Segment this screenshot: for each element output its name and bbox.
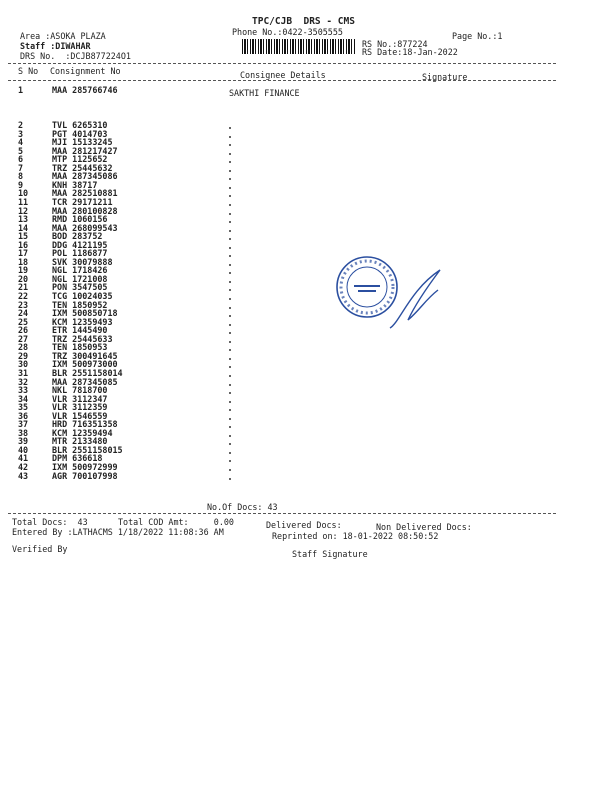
row-sno: 12 — [18, 205, 29, 216]
row-consignment-no: TCG 10024035 — [52, 291, 113, 301]
row-sno: 30 — [18, 359, 29, 370]
col-sno: S No — [18, 66, 39, 76]
row-sno: 1 — [18, 85, 24, 95]
row-sno: 25 — [18, 316, 29, 327]
non-delivered-docs: Non Delivered Docs: — [376, 522, 472, 532]
row-consignee-marker — [229, 213, 231, 215]
row-consignee-marker — [229, 418, 231, 420]
row-sno: 20 — [18, 273, 29, 284]
row-consignee-marker — [229, 187, 231, 189]
row-consignment-no: TRZ 25445633 — [52, 333, 113, 344]
row-consignee-marker — [229, 324, 231, 326]
row-sno: 13 — [18, 214, 29, 225]
row-consignee-marker — [229, 255, 231, 257]
row-sno: 9 — [18, 179, 24, 190]
row-consignment-no: BOD 283752 — [52, 231, 103, 242]
row-consignment-no: POL 1186877 — [52, 248, 108, 259]
phone-number: Phone No.:0422-3505555 — [232, 27, 343, 37]
page-number: Page No.:1 — [452, 31, 503, 41]
drs-number: DRS No. :DCJB877224O1 — [20, 51, 131, 61]
row-consignee-marker — [229, 443, 231, 445]
row-consignment-no: PON 3547505 — [52, 282, 108, 293]
area-label: Area :ASOKA PLAZA — [20, 31, 106, 41]
row-consignment-no: MAA 287345085 — [52, 376, 118, 387]
row-consignee-marker — [229, 366, 231, 368]
row-sno: 5 — [18, 145, 24, 156]
row-sno: 16 — [18, 239, 29, 250]
row-consignee-marker — [229, 170, 231, 172]
row-consignment-no: KNH 38717 — [52, 179, 98, 190]
col-signature: Signature — [422, 72, 468, 82]
row-sno: 36 — [18, 410, 29, 421]
row-consignment-no: HRD 716351358 — [52, 419, 118, 430]
row-consignee-marker — [229, 349, 231, 351]
row-consignee-marker — [229, 315, 231, 317]
row-consignee-marker — [229, 153, 231, 155]
row-sno: 37 — [18, 419, 29, 430]
row-sno: 8 — [18, 171, 24, 182]
row-sno: 4 — [18, 137, 24, 148]
columns-divider — [8, 80, 556, 81]
row-consignment-no: TVL 6265310 — [52, 120, 108, 130]
row-consignee-marker — [229, 178, 231, 180]
col-consignment: Consignment No — [50, 66, 121, 76]
row-consignee-marker — [229, 195, 231, 197]
row-consignee-marker — [229, 409, 231, 411]
row-consignee-marker — [229, 358, 231, 360]
row-consignee-marker — [229, 204, 231, 206]
row-sno: 10 — [18, 188, 29, 199]
row-consignee-marker — [229, 238, 231, 240]
row-consignee-marker — [229, 298, 231, 300]
delivery-stamp-icon — [330, 250, 470, 340]
row-sno: 26 — [18, 325, 29, 336]
row-sno: 42 — [18, 462, 29, 472]
row-consignee-marker — [229, 272, 231, 274]
row-consignment-no: KCM 12359493 — [52, 316, 113, 327]
row-sno: 23 — [18, 299, 29, 310]
row-consignment-no: TEN 1850952 — [52, 299, 108, 310]
row-consignment-no: DDG 4121195 — [52, 239, 108, 250]
row-consignee-marker — [229, 161, 231, 163]
row-consignee-details: SAKTHI FINANCE — [229, 88, 300, 98]
row-consignment-no: MAA 285766746 — [52, 85, 118, 95]
row-sno: 43 — [18, 470, 29, 481]
row-consignment-no: NGL 1721008 — [52, 273, 108, 284]
row-sno: 27 — [18, 333, 29, 344]
row-consignment-no: MAA 282510881 — [52, 188, 118, 199]
row-consignee-marker — [229, 144, 231, 146]
row-sno: 14 — [18, 222, 29, 233]
row-consignee-marker — [229, 452, 231, 454]
row-consignee-marker — [229, 426, 231, 428]
rs-number: RS No.:877224 — [362, 39, 428, 49]
row-consignee-marker — [229, 289, 231, 291]
footer-divider — [8, 513, 556, 514]
row-sno: 40 — [18, 444, 29, 455]
row-consignment-no: DPM 636618 — [52, 453, 103, 464]
row-consignment-no: IXM 500973000 — [52, 359, 118, 370]
row-consignee-marker — [229, 460, 231, 462]
row-consignee-marker — [229, 264, 231, 266]
row-sno: 21 — [18, 282, 29, 293]
row-consignment-no: MTR 2133480 — [52, 436, 108, 447]
row-consignee-marker — [229, 127, 231, 129]
row-consignee-marker — [229, 332, 231, 334]
row-sno: 17 — [18, 248, 29, 259]
row-consignee-marker — [229, 221, 231, 223]
row-consignment-no: IXM 500972999 — [52, 462, 118, 472]
total-docs: Total Docs: 43 — [12, 517, 88, 527]
row-consignee-marker — [229, 247, 231, 249]
row-consignment-no: MAA 268099543 — [52, 222, 118, 233]
row-consignment-no: TRZ 300491645 — [52, 350, 118, 361]
row-consignment-no: KCM 12359494 — [52, 427, 113, 438]
row-consignment-no: BLR 2551158015 — [52, 444, 123, 455]
verified-by: Verified By — [12, 544, 68, 554]
row-consignee-marker — [229, 375, 231, 377]
col-consignee: Consignee Details — [240, 70, 326, 80]
row-sno: 32 — [18, 376, 29, 387]
row-sno: 35 — [18, 402, 29, 413]
row-sno: 31 — [18, 367, 29, 378]
reprinted-on: Reprinted on: 18-01-2022 08:50:52 — [272, 531, 439, 541]
delivered-docs: Delivered Docs: — [266, 520, 342, 530]
row-consignment-no: NGL 1718426 — [52, 265, 108, 276]
row-sno: 6 — [18, 154, 24, 165]
row-consignee-marker — [229, 230, 231, 232]
row-consignment-no: MAA 280100828 — [52, 205, 118, 216]
row-consignment-no: MAA 281217427 — [52, 145, 118, 156]
row-consignee-marker — [229, 392, 231, 394]
row-sno: 3 — [18, 128, 24, 139]
row-sno: 28 — [18, 342, 29, 353]
row-sno: 7 — [18, 162, 24, 173]
no-of-docs: No.Of Docs: 43 — [207, 502, 278, 512]
row-consignment-no: NKL 7818700 — [52, 385, 108, 396]
row-consignment-no: MTP 1125652 — [52, 154, 108, 165]
total-cod: Total COD Amt: 0.00 — [118, 517, 234, 527]
row-consignment-no: BLR 2551158014 — [52, 367, 123, 378]
row-sno: 29 — [18, 350, 29, 361]
row-consignment-no: TEN 1850953 — [52, 342, 108, 353]
row-consignment-no: ETR 1445490 — [52, 325, 108, 336]
report-title: TPC/CJB DRS - CMS — [252, 16, 355, 27]
row-sno: 11 — [18, 196, 29, 207]
row-sno: 24 — [18, 308, 29, 319]
row-consignment-no: TCR 29171211 — [52, 196, 113, 207]
row-sno: 41 — [18, 453, 29, 464]
row-consignment-no: VLR 1546559 — [52, 410, 108, 421]
row-consignment-no: MJI 15133245 — [52, 137, 113, 148]
row-consignee-marker — [229, 435, 231, 437]
row-consignee-marker — [229, 469, 231, 471]
row-sno: 2 — [18, 120, 24, 130]
row-consignment-no: SVK 30079888 — [52, 256, 113, 267]
row-sno: 19 — [18, 265, 29, 276]
row-consignee-marker — [229, 341, 231, 343]
row-consignment-no: PGT 4014703 — [52, 128, 108, 139]
row-consignment-no: MAA 287345086 — [52, 171, 118, 182]
row-consignment-no: IXM 500850718 — [52, 308, 118, 319]
row-sno: 15 — [18, 231, 29, 242]
row-consignee-marker — [229, 307, 231, 309]
row-consignment-no: VLR 3112359 — [52, 402, 108, 413]
row-sno: 33 — [18, 385, 29, 396]
row-consignment-no: VLR 3112347 — [52, 393, 108, 404]
entered-by: Entered By :LATHACMS 1/18/2022 11:08:36 AM — [12, 527, 224, 537]
row-consignee-marker — [229, 281, 231, 283]
row-sno: 38 — [18, 427, 29, 438]
row-sno: 22 — [18, 291, 29, 301]
row-consignment-no: AGR 700107998 — [52, 470, 118, 481]
row-consignment-no: RMD 1060156 — [52, 214, 108, 225]
row-consignee-marker — [229, 401, 231, 403]
row-sno: 39 — [18, 436, 29, 447]
row-consignment-no: TRZ 25445632 — [52, 162, 113, 173]
row-sno: 34 — [18, 393, 29, 404]
row-consignee-marker — [229, 136, 231, 138]
staff-label: Staff :DIWAHAR — [20, 41, 91, 51]
header-divider — [8, 63, 556, 64]
row-consignee-marker — [229, 478, 231, 480]
barcode-image — [242, 39, 356, 54]
staff-signature: Staff Signature — [292, 549, 368, 559]
rs-date: RS Date:18-Jan-2022 — [362, 47, 458, 57]
row-consignee-marker — [229, 384, 231, 386]
row-sno: 18 — [18, 256, 29, 267]
